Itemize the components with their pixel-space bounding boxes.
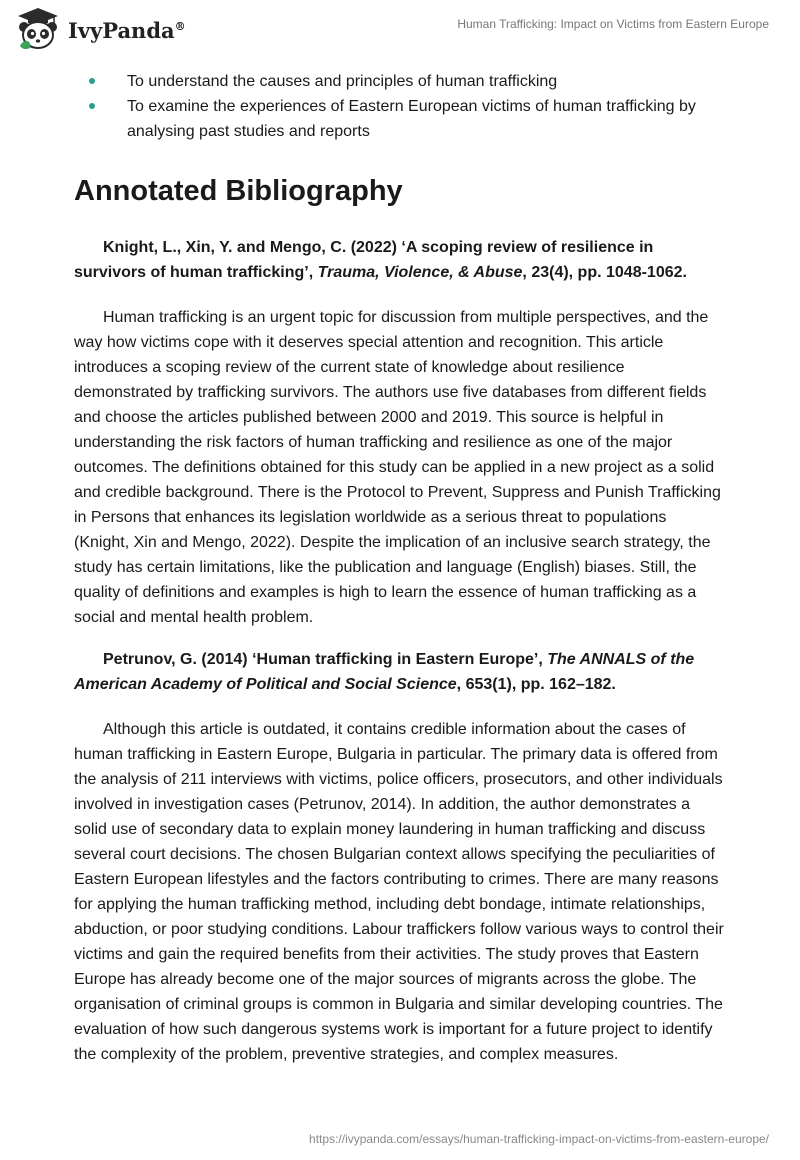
brand-name: IvyPanda® [68,17,186,43]
page-header [0,0,800,46]
list-item: To examine the experiences of Eastern European victims of human trafficking by analysing past studies and reports [74,94,724,144]
annotation-paragraph: Human trafficking is an urgent topic for discussion from multiple perspectives, and the way how victims cope with it deserves special attention and recognition. This article introduces a scoping review of the current state of knowledge about resilience demonstrated by trafficking survivors. The authors use five databases from different fields and choose the articles published between 2000 and 2019. This source is helpful in understanding the risk factors of human trafficking and resilience as one of the major outcomes. The definitions obtained for this study can be applied in a new project as a solid and credible background. There is the Protocol to Prevent, Suppress and Punish Trafficking in Persons that enhances its legislation worldwide as a serious threat to populations (Knight, Xin and Mengo, 2022). Despite the implication of an inclusive search strategy, the study has certain limitations, like the publication and language (English) biases. Still, the quality of definitions and examples is high to learn the essence of human trafficking as a social and mental health problem. [74,309,721,626]
source-url-link[interactable]: https://ivypanda.com/essays/human-trafficking-impact-on-victims-from-eastern-europe/ [309,1132,769,1146]
bullet-icon [89,103,95,109]
bullet-icon [89,78,95,84]
ivypanda-logo[interactable] [14,6,186,52]
document-body [74,69,724,1067]
list-item: To understand the causes and principles of human trafficking [74,69,724,94]
bibliography-reference: Knight, L., Xin, Y. and Mengo, C. (2022) ‘A scoping review of resilience in survivors of human trafficking’, Trauma, Violence, & Abuse, 23(4), pp. 1048-1062. [74,239,687,281]
annotation-paragraph: Although this article is outdated, it contains credible information about the cases of human trafficking in Eastern Europe, Bulgaria in particular. The primary data is offered from the analysis of 211 interviews with victims, police officers, prosecutors, and other individuals involved in investigation cases (Petrunov, 2014). In addition, the author demonstrates a solid use of secondary data to explain money laundering in human trafficking and discuss several court decisions. The chosen Bulgarian context allows specifying the peculiarities of Eastern European lifestyles and the factors contributing to crimes. There are many reasons for applying the human trafficking method, including debt bondage, intimate relationships, abduction, or poor studying conditions. Labour traffickers follow various ways to control their victims and gain the required benefits from their activities. The study proves that Eastern Europe has already become one of the major sources of migrants across the globe. The organisation of criminal groups is common in Bulgaria and similar developing countries. The evaluation of how such dangerous systems work is important for a future project to identify the complexity of the problem, preventive strategies, and complex measures. [74,721,724,1063]
bibliography-reference: Petrunov, G. (2014) ‘Human trafficking in Eastern Europe’, The ANNALS of the American Academy of Political and Social Science, 653(1), pp. 162–182. [74,651,695,693]
document-title: Human Trafficking: Impact on Victims from Eastern Europe [457,17,769,31]
panda-graduate-icon [14,6,62,52]
goals-list [74,69,724,144]
section-heading: Annotated Bibliography [74,175,403,207]
